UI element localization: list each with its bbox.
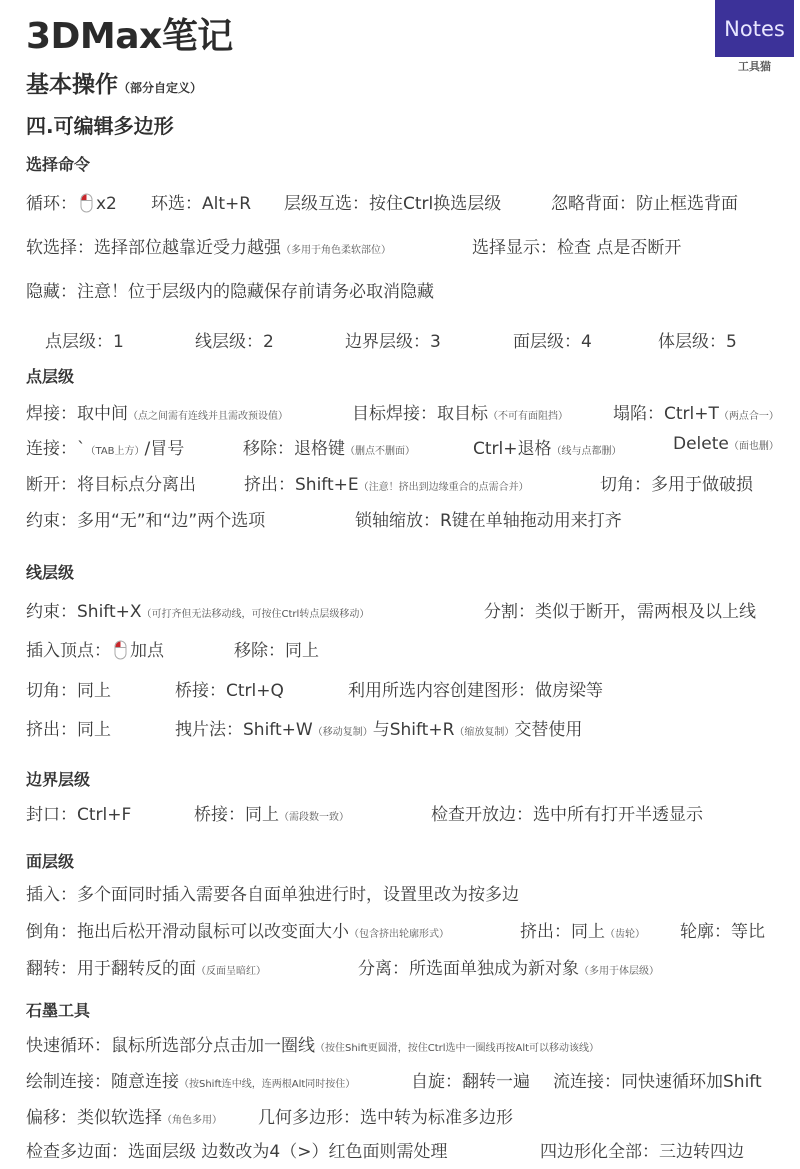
label: 快速循环：鼠标所选部分点击加一圈线	[26, 1036, 315, 1056]
note: （移动复制）	[312, 727, 373, 738]
border-bridge	[194, 800, 349, 825]
label: 翻转：用于翻转反的面	[26, 959, 196, 979]
check-ngons: 检查多边面：选面层级 边数改为4（>）红色面则需处理	[26, 1142, 448, 1162]
label: 约束：Shift+X	[26, 602, 142, 622]
outline: 轮廓：等比	[680, 922, 765, 942]
spin: 自旋：翻转一遍	[411, 1072, 530, 1092]
border-level-key: 边界层级：3	[345, 332, 441, 352]
label: 目标焊接：取目标	[352, 404, 488, 424]
chapter-title: 四.可编辑多边形	[26, 114, 174, 138]
label: 分离：所选面单独成为新对象	[358, 959, 579, 979]
label: 塌陷：Ctrl+T	[613, 404, 719, 424]
select-ring: 环选：Alt+R	[151, 194, 252, 214]
note: （按Shift连中线，连两根Alt同时按住）	[179, 1079, 356, 1090]
cap: 封口：Ctrl+F	[26, 805, 132, 825]
edge-extrude: 挤出：同上	[26, 720, 111, 740]
label: 倒角：拖出后松开滑动鼠标可以改变面大小	[26, 922, 349, 942]
inset: 插入：多个面同时插入需要各自面单独进行时，设置里改为按多边	[26, 885, 519, 905]
heading-select: 选择命令	[26, 155, 91, 174]
delete	[673, 434, 779, 454]
select-level-swap: 层级互选：按住Ctrl换选层级	[284, 194, 502, 214]
target-weld	[352, 399, 568, 424]
label: 绘制连接：随意连接	[26, 1072, 179, 1092]
note: （删点不删面）	[345, 446, 415, 457]
note-2: （缩放复制）	[454, 727, 515, 738]
face-level-key: 面层级：4	[513, 332, 592, 352]
chamfer: 切角：多用于做破损	[600, 475, 753, 495]
label-2: /冒号	[144, 439, 185, 459]
weld	[26, 399, 288, 424]
connect	[26, 434, 184, 459]
label: Delete	[673, 434, 729, 454]
edge-remove: 移除：同上	[234, 641, 319, 661]
flip	[26, 954, 266, 979]
note: （可打齐但无法移动线，可按住Ctrl转点层级移动）	[141, 609, 370, 620]
check-open-edges: 检查开放边：选中所有打开半透显示	[431, 805, 703, 825]
value: 加点	[130, 641, 164, 661]
subtitle-text: 基本操作	[26, 72, 118, 98]
notes-badge: Notes	[715, 0, 794, 57]
heading-face: 面层级	[26, 852, 75, 871]
label: Ctrl+退格	[473, 439, 552, 459]
note: （角色多用）	[162, 1115, 222, 1126]
heading-border: 边界层级	[26, 770, 91, 789]
paint-connect	[26, 1067, 355, 1092]
collapse	[613, 399, 779, 424]
label: 拽片法：Shift+W	[175, 720, 313, 740]
page-title: 3DMax笔记	[26, 16, 233, 57]
insert-vertex	[26, 636, 164, 661]
constraint: 约束：多用“无”和“边”两个选项	[26, 511, 266, 531]
offset	[26, 1103, 222, 1128]
heading-graphite: 石墨工具	[26, 1001, 91, 1020]
edge-chamfer: 切角：同上	[26, 681, 111, 701]
note: （反面呈暗红）	[196, 966, 266, 977]
label: 焊接：取中间	[26, 404, 128, 424]
label-3: 交替使用	[514, 720, 583, 740]
break: 断开：将目标点分离出	[26, 475, 196, 495]
label: 连接：`	[26, 439, 86, 459]
note: （多用于体层级）	[579, 966, 659, 977]
drag-copy	[175, 715, 582, 740]
note: （齿轮）	[605, 929, 645, 940]
note: （点之间需有连线并且需改预设值）	[128, 411, 288, 422]
badge-subtitle: 工具猫	[738, 60, 771, 73]
bevel	[26, 917, 449, 942]
label: 挤出：Shift+E	[244, 475, 359, 495]
label: 循环：	[26, 194, 77, 214]
subtitle-note: （部分自定义）	[118, 81, 203, 95]
note: （包含挤出轮廓形式）	[349, 929, 449, 940]
select-ignore-backface: 忽略背面：防止框选背面	[551, 194, 738, 214]
note: （多用于角色柔软部位）	[281, 245, 391, 256]
vertex-level-key: 点层级：1	[45, 332, 124, 352]
note: （线与点都删）	[551, 446, 622, 457]
label: 软选择：选择部位越靠近受力越强	[26, 238, 281, 258]
split: 分割：类似于断开，需两根及以上线	[484, 602, 756, 622]
label: 桥接：同上	[194, 805, 279, 825]
heading-vertex: 点层级	[26, 367, 75, 386]
soft-select	[26, 233, 391, 258]
edge-constraint	[26, 597, 369, 622]
note: （两点合一）	[718, 411, 779, 422]
value: x2	[96, 194, 117, 214]
note: （注意！挤出到边缘重合的点需合并）	[358, 482, 529, 493]
element-level-key: 体层级：5	[658, 332, 737, 352]
bridge: 桥接：Ctrl+Q	[175, 681, 284, 701]
edge-level-key: 线层级：2	[195, 332, 274, 352]
label-2: 与Shift+R	[372, 720, 455, 740]
label: 插入顶点：	[26, 641, 111, 661]
select-display: 选择显示：检查 点是否断开	[472, 238, 682, 258]
hide-note: 隐藏：注意！位于层级内的隐藏保存前请务必取消隐藏	[26, 282, 434, 302]
mouse-left-click-icon	[114, 640, 127, 660]
axis-scale: 锁轴缩放：R键在单轴拖动用来打齐	[355, 511, 622, 531]
label: 偏移：类似软选择	[26, 1108, 162, 1128]
heading-edge: 线层级	[26, 563, 75, 582]
create-shape: 利用所选内容创建图形：做房梁等	[348, 681, 603, 701]
note: （TAB上方）	[85, 446, 145, 457]
note: （面也删）	[728, 441, 779, 452]
quadrify-all: 四边形化全部：三边转四边	[540, 1142, 744, 1162]
label: 移除：退格键	[243, 439, 345, 459]
note: （需段数一致）	[279, 812, 349, 823]
note: （不可有面阻挡）	[488, 411, 568, 422]
remove	[243, 434, 415, 459]
select-loop	[26, 189, 117, 214]
swift-loop	[26, 1031, 599, 1056]
note: （按住Shift更圆滑，按住Ctrl选中一圈线再按Alt可以移动该线）	[315, 1043, 600, 1054]
detach	[358, 954, 659, 979]
flow-connect: 流连接：同快速循环加Shift	[553, 1072, 762, 1092]
section-title	[26, 66, 202, 99]
extrude	[244, 470, 529, 495]
ctrl-backspace	[473, 434, 622, 459]
face-extrude	[520, 917, 645, 942]
label: 挤出：同上	[520, 922, 605, 942]
geopoly: 几何多边形：选中转为标准多边形	[258, 1108, 513, 1128]
mouse-left-click-icon	[80, 193, 93, 213]
